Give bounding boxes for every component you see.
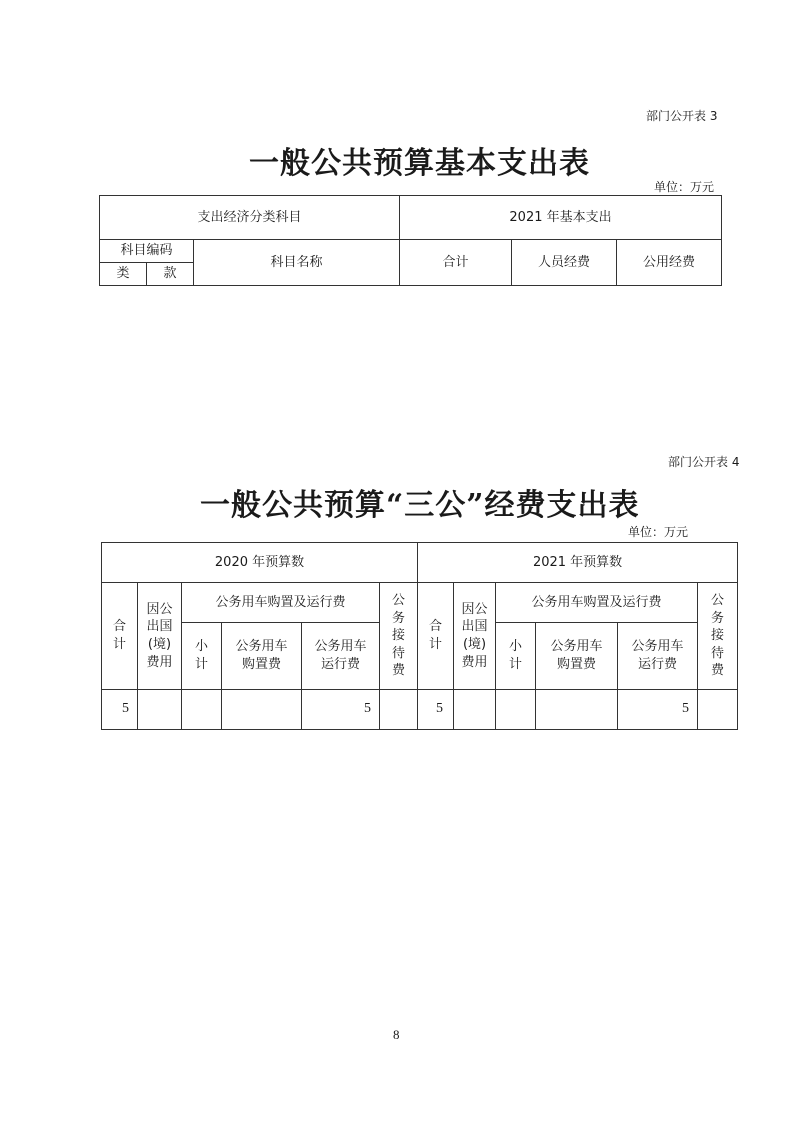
- header-lei: 类: [100, 263, 147, 286]
- table3-title: 一般公共预算基本支出表: [249, 146, 590, 181]
- cell-2021-running: 5: [618, 690, 698, 730]
- header-2020-budget: 2020 年预算数: [102, 543, 418, 583]
- cell-2020-running: 5: [302, 690, 380, 730]
- header-2021-vehicle-running: 公务用车运行费: [631, 639, 684, 672]
- header-2021-basic-expenditure: 2021 年基本支出: [400, 196, 722, 240]
- cell-2020-total: 5: [102, 690, 138, 730]
- header-2020-abroad: 因公出国(境)费用: [146, 601, 173, 670]
- header-2020-subtotal: 小计: [194, 639, 208, 672]
- budget-basic-expenditure-table: [99, 195, 722, 286]
- cell-2020-abroad: [138, 690, 182, 730]
- header-2021-total: 合计: [429, 619, 443, 652]
- cell-2021-purchase: [536, 690, 618, 730]
- header-2020-reception: 公务接待费: [392, 593, 406, 679]
- cell-2020-reception: [380, 690, 418, 730]
- header-2020-vehicle: 公务用车购置及运行费: [182, 583, 380, 623]
- table4-title: 一般公共预算“三公”经费支出表: [200, 488, 640, 523]
- table4-tag: 部门公开表 4: [668, 455, 740, 469]
- header-2021-abroad: 因公出国(境)费用: [461, 601, 488, 670]
- header-2021-vehicle: 公务用车购置及运行费: [496, 583, 698, 623]
- cell-2020-purchase: [222, 690, 302, 730]
- table3-unit: 单位：万元: [654, 180, 715, 194]
- three-public-expense-table: [101, 542, 738, 730]
- header-2021-budget: 2021 年预算数: [418, 543, 738, 583]
- page-number: 8: [393, 1027, 400, 1042]
- header-personnel-expense: 人员经费: [512, 240, 617, 286]
- cell-2021-total: 5: [418, 690, 454, 730]
- cell-2021-subtotal: [496, 690, 536, 730]
- header-subject-name: 科目名称: [194, 240, 400, 286]
- header-2021-vehicle-purchase: 公务用车购置费: [550, 639, 603, 672]
- header-2021-reception: 公务接待费: [711, 593, 725, 679]
- cell-2021-reception: [698, 690, 738, 730]
- header-2020-vehicle-purchase: 公务用车购置费: [235, 639, 288, 672]
- table-row: [102, 690, 738, 730]
- header-2020-vehicle-running: 公务用车运行费: [314, 639, 367, 672]
- header-economic-category: 支出经济分类科目: [100, 196, 400, 240]
- header-public-expense: 公用经费: [617, 240, 722, 286]
- table4-unit: 单位：万元: [628, 525, 689, 539]
- header-kuan: 款: [147, 263, 194, 286]
- header-2020-total: 合计: [112, 619, 126, 652]
- header-total: 合计: [400, 240, 512, 286]
- cell-2020-subtotal: [182, 690, 222, 730]
- header-2021-subtotal: 小计: [509, 639, 523, 672]
- cell-2021-abroad: [454, 690, 496, 730]
- table3-tag: 部门公开表 3: [646, 109, 718, 123]
- header-subject-code: 科目编码: [100, 240, 194, 263]
